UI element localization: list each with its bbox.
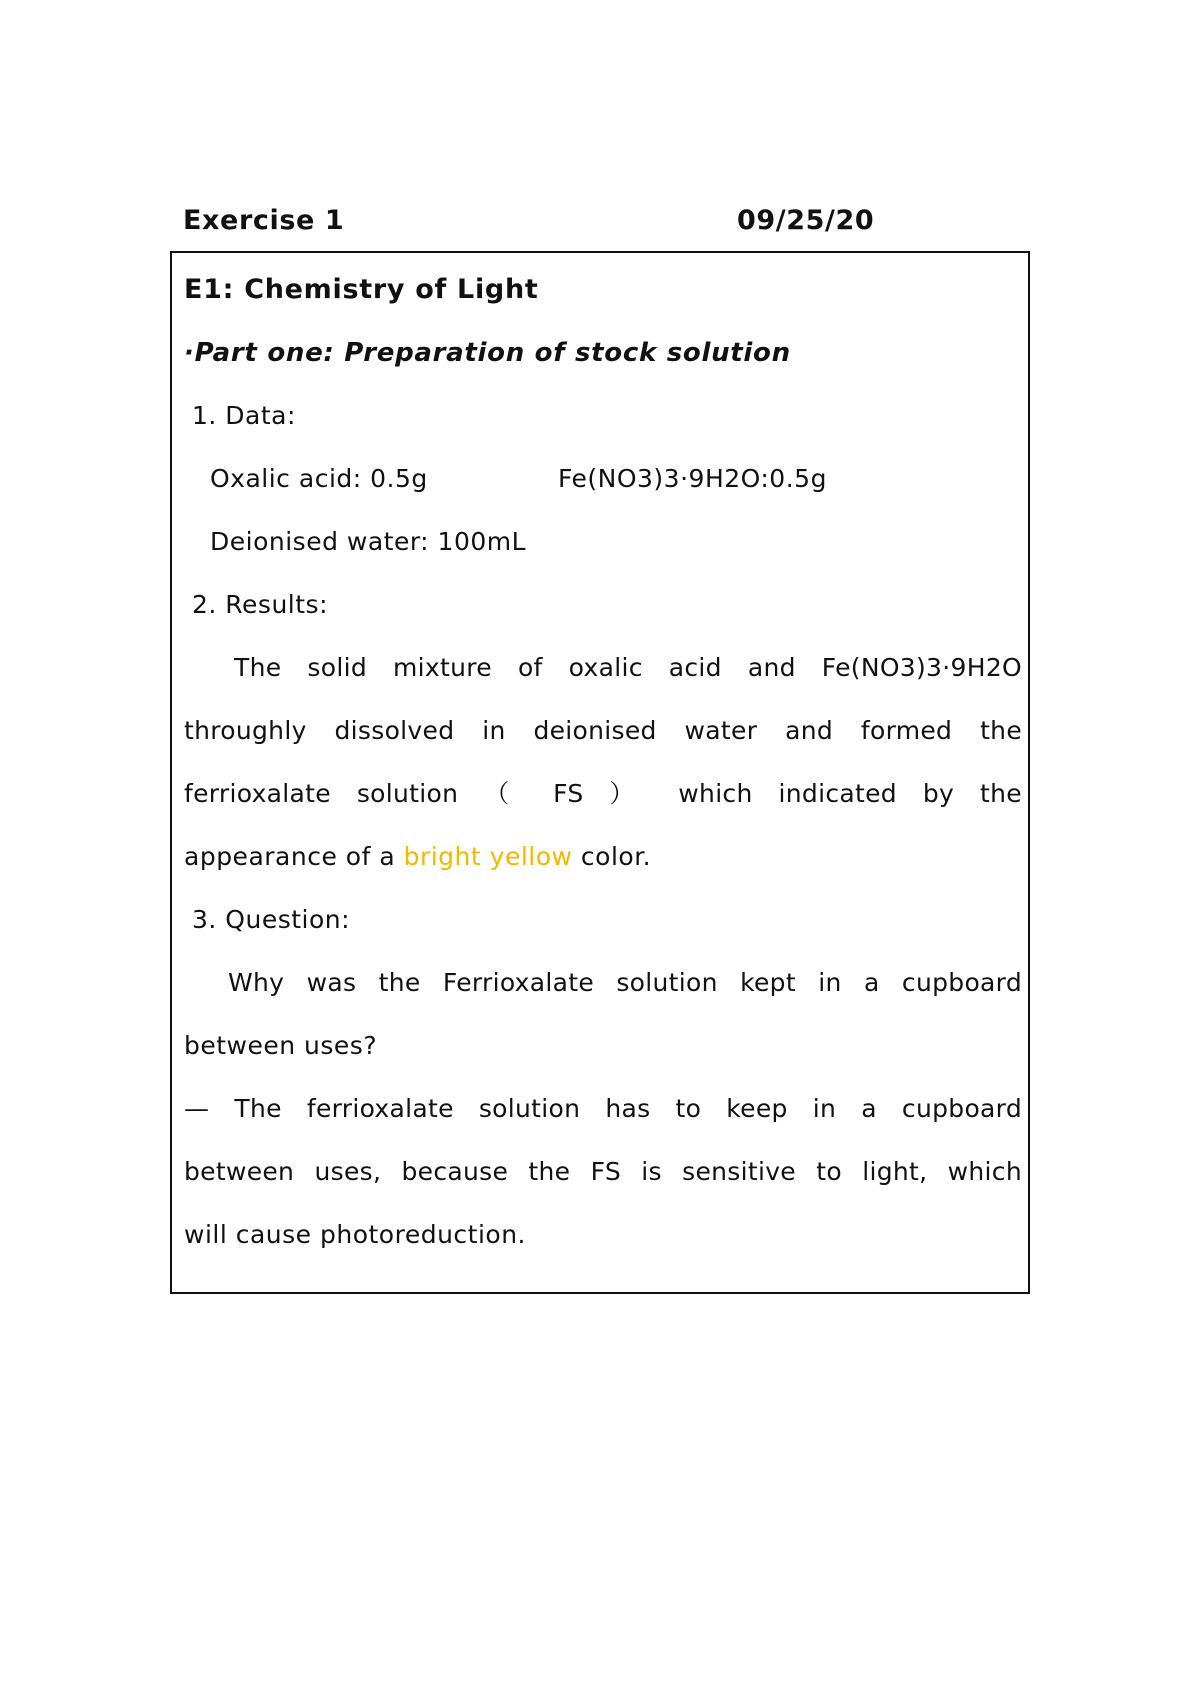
results-line-4-start: appearance of a [184, 842, 396, 871]
iron-nitrate-value: Fe(NO3)3·9H2O:0.5g [558, 464, 827, 493]
exercise-title: Exercise 1 [183, 205, 345, 236]
fs-abbreviation: （ FS ） [484, 779, 653, 808]
highlight-bright-yellow: bright yellow [403, 842, 573, 871]
oxalic-acid-value: Oxalic acid: 0.5g [210, 464, 428, 493]
answer-line-2: between uses, because the FS is sensitive to light, which [184, 1157, 1022, 1186]
results-heading: 2. Results: [192, 590, 328, 619]
results-line-3 [184, 778, 1022, 810]
part-title: ·Part one: Preparation of stock solution [184, 338, 791, 368]
results-line-3-start: ferrioxalate solution [184, 779, 459, 808]
results-line-2: throughly dissolved in deionised water and formed the [184, 716, 1022, 745]
results-line-3-end: which indicated by the [678, 779, 1022, 808]
section-heading: E1: Chemistry of Light [184, 274, 539, 305]
data-heading: 1. Data: [192, 401, 296, 430]
results-line-1: The solid mixture of oxalic acid and Fe(NO3)3·9H2O [234, 653, 1022, 682]
water-value: Deionised water: 100mL [210, 527, 527, 556]
exercise-date: 09/25/20 [737, 205, 875, 236]
results-line-4 [184, 841, 651, 873]
answer-line-1: — The ferrioxalate solution has to keep in a cupboard [184, 1094, 1022, 1123]
content-box [170, 251, 1030, 1294]
question-line-2: between uses? [184, 1031, 378, 1060]
question-line-1: Why was the Ferrioxalate solution kept in a cupboard [228, 968, 1022, 997]
question-heading: 3. Question: [192, 905, 351, 934]
results-line-4-end: color. [580, 842, 652, 871]
page-header [183, 205, 883, 241]
answer-line-3: will cause photoreduction. [184, 1220, 527, 1249]
